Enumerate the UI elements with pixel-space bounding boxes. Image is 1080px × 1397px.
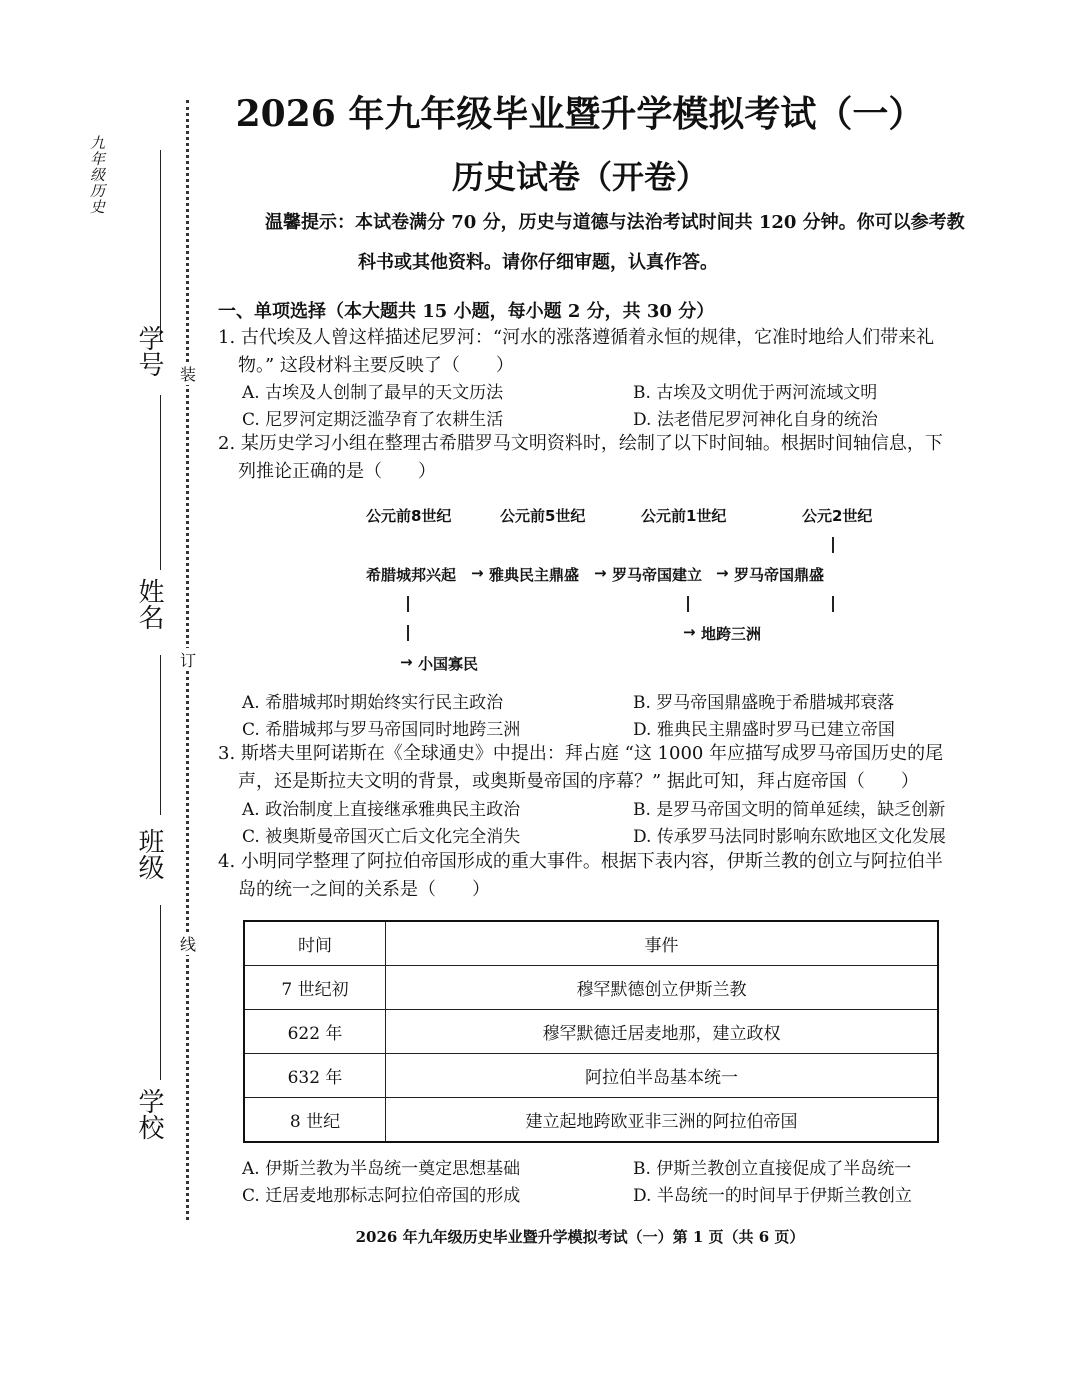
table-cell-event: 穆罕默德迁居麦地那，建立政权 bbox=[386, 1010, 939, 1054]
question-2-stem bbox=[218, 430, 973, 486]
table-row bbox=[244, 1098, 938, 1143]
timeline-tick bbox=[407, 625, 409, 641]
table-row bbox=[244, 966, 938, 1010]
question-3-option-a[interactable]: A. 政治制度上直接继承雅典民主政治 bbox=[242, 800, 521, 820]
question-2-option-c[interactable]: C. 希腊城邦与罗马帝国同时地跨三洲 bbox=[242, 720, 521, 740]
timeline-period-3: 公元前1世纪 bbox=[641, 507, 727, 525]
school-line bbox=[160, 905, 161, 1080]
student-id-label: 学号 bbox=[134, 325, 164, 377]
question-3-stem bbox=[218, 740, 973, 796]
question-2-line-1: 2. 某历史学习小组在整理古希腊罗马文明资料时，绘制了以下时间轴。根据时间轴信息，下 bbox=[218, 433, 943, 454]
table-cell-event: 阿拉伯半岛基本统一 bbox=[386, 1054, 939, 1098]
table-cell-event: 穆罕默德创立伊斯兰教 bbox=[386, 966, 939, 1010]
table-cell-time: 622 年 bbox=[244, 1010, 386, 1054]
table-cell-time: 632 年 bbox=[244, 1054, 386, 1098]
table-row bbox=[244, 1054, 938, 1098]
timeline-arrow-1: → bbox=[471, 564, 484, 582]
timeline-arrow-2: → bbox=[594, 564, 607, 582]
table-header-event: 事件 bbox=[386, 921, 939, 966]
table-cell-time: 7 世纪初 bbox=[244, 966, 386, 1010]
question-3-line-1: 3. 斯塔夫里阿诺斯在《全球通史》中提出：拜占庭 “这 1000 年应描写成罗马帝国历史的尾 bbox=[218, 743, 944, 764]
question-4-option-c[interactable]: C. 迁居麦地那标志阿拉伯帝国的形成 bbox=[242, 1186, 521, 1206]
class-line bbox=[160, 655, 161, 815]
timeline-note-arrow-2: → bbox=[683, 623, 696, 641]
question-1-stem bbox=[218, 324, 973, 380]
timeline-tick bbox=[407, 596, 409, 612]
question-4-option-b[interactable]: B. 伊斯兰教创立直接促成了半岛统一 bbox=[633, 1159, 912, 1179]
timeline-period-2: 公元前5世纪 bbox=[500, 507, 586, 525]
question-1-option-d[interactable]: D. 法老借尼罗河神化自身的统治 bbox=[633, 410, 878, 430]
timeline-note-1: 小国寡民 bbox=[418, 655, 479, 673]
timeline-event-1: 希腊城邦兴起 bbox=[366, 566, 457, 584]
question-1-option-b[interactable]: B. 古埃及文明优于两河流域文明 bbox=[633, 383, 878, 403]
question-3-line-2: 声，还是斯拉夫文明的背景，或奥斯曼帝国的序幕？” 据此可知，拜占庭帝国（ ） bbox=[238, 771, 919, 792]
timeline-tick bbox=[832, 596, 834, 612]
timeline-period-4: 公元2世纪 bbox=[802, 507, 873, 525]
question-2-option-d[interactable]: D. 雅典民主鼎盛时罗马已建立帝国 bbox=[633, 720, 895, 740]
binding-mark-ding: 订 bbox=[178, 648, 198, 671]
table-cell-time: 8 世纪 bbox=[244, 1098, 386, 1143]
timeline-tick bbox=[687, 596, 689, 612]
question-4-stem bbox=[218, 848, 973, 904]
table-row bbox=[244, 1010, 938, 1054]
class-label: 班级 bbox=[134, 828, 164, 880]
vertical-subject-tag: 九年级历史 bbox=[88, 135, 106, 215]
table-header-row bbox=[244, 921, 938, 966]
name-line bbox=[160, 395, 161, 570]
student-id-line bbox=[160, 150, 161, 340]
table-cell-event: 建立起地跨欧亚非三洲的阿拉伯帝国 bbox=[386, 1098, 939, 1143]
question-1-option-a[interactable]: A. 古埃及人创制了最早的天文历法 bbox=[242, 383, 504, 403]
question-3-option-b[interactable]: B. 是罗马帝国文明的简单延续，缺乏创新 bbox=[633, 800, 946, 820]
timeline-event-2: 雅典民主鼎盛 bbox=[489, 566, 580, 584]
question-1-line-2: 物。” 这段材料主要反映了（ ） bbox=[238, 355, 514, 376]
question-1-option-c[interactable]: C. 尼罗河定期泛滥孕育了农耕生活 bbox=[242, 410, 504, 430]
binding-mark-xian: 线 bbox=[178, 932, 198, 955]
exam-subtitle: 历史试卷（开卷） bbox=[451, 158, 708, 196]
question-1-line-1: 1. 古代埃及人曾这样描述尼罗河：“河水的涨落遵循着永恒的规律，它准时地给人们带来礼 bbox=[218, 327, 935, 348]
question-2-option-b[interactable]: B. 罗马帝国鼎盛晚于希腊城邦衰落 bbox=[633, 693, 895, 713]
question-4-line-2: 岛的统一之间的关系是（ ） bbox=[238, 879, 490, 900]
timeline-tick bbox=[832, 537, 834, 553]
events-table bbox=[243, 920, 939, 1143]
question-4-option-a[interactable]: A. 伊斯兰教为半岛统一奠定思想基础 bbox=[242, 1159, 521, 1179]
timeline-event-3: 罗马帝国建立 bbox=[612, 566, 703, 584]
question-3-option-c[interactable]: C. 被奥斯曼帝国灭亡后文化完全消失 bbox=[242, 827, 521, 847]
notice-line-1: 温馨提示：本试卷满分 70 分，历史与道德与法治考试时间共 120 分钟。你可以参考教 bbox=[265, 212, 965, 233]
timeline-note-2: 地跨三洲 bbox=[701, 625, 762, 643]
question-4-line-1: 4. 小明同学整理了阿拉伯帝国形成的重大事件。根据下表内容，伊斯兰教的创立与阿拉伯半 bbox=[218, 851, 943, 872]
timeline-note-arrow-1: → bbox=[400, 653, 413, 671]
table-header-time: 时间 bbox=[244, 921, 386, 966]
timeline-period-1: 公元前8世纪 bbox=[366, 507, 452, 525]
exam-title: 2026 年九年级毕业暨升学模拟考试（一） bbox=[235, 93, 925, 135]
section-heading: 一、单项选择（本大题共 15 小题，每小题 2 分，共 30 分） bbox=[218, 301, 715, 322]
binding-mark-zhuang: 装 bbox=[178, 362, 198, 385]
school-label: 学校 bbox=[134, 1088, 164, 1140]
timeline-arrow-3: → bbox=[716, 564, 729, 582]
timeline-event-4: 罗马帝国鼎盛 bbox=[734, 566, 825, 584]
question-3-option-d[interactable]: D. 传承罗马法同时影响东欧地区文化发展 bbox=[633, 827, 946, 847]
question-2-line-2: 列推论正确的是（ ） bbox=[238, 461, 436, 482]
question-4-option-d[interactable]: D. 半岛统一的时间早于伊斯兰教创立 bbox=[633, 1186, 912, 1206]
question-2-option-a[interactable]: A. 希腊城邦时期始终实行民主政治 bbox=[242, 693, 504, 713]
notice-line-2: 科书或其他资料。请你仔细审题，认真作答。 bbox=[358, 252, 718, 273]
name-label: 姓名 bbox=[134, 578, 164, 630]
page-footer: 2026 年九年级历史毕业暨升学模拟考试（一）第 1 页（共 6 页） bbox=[355, 1228, 805, 1246]
